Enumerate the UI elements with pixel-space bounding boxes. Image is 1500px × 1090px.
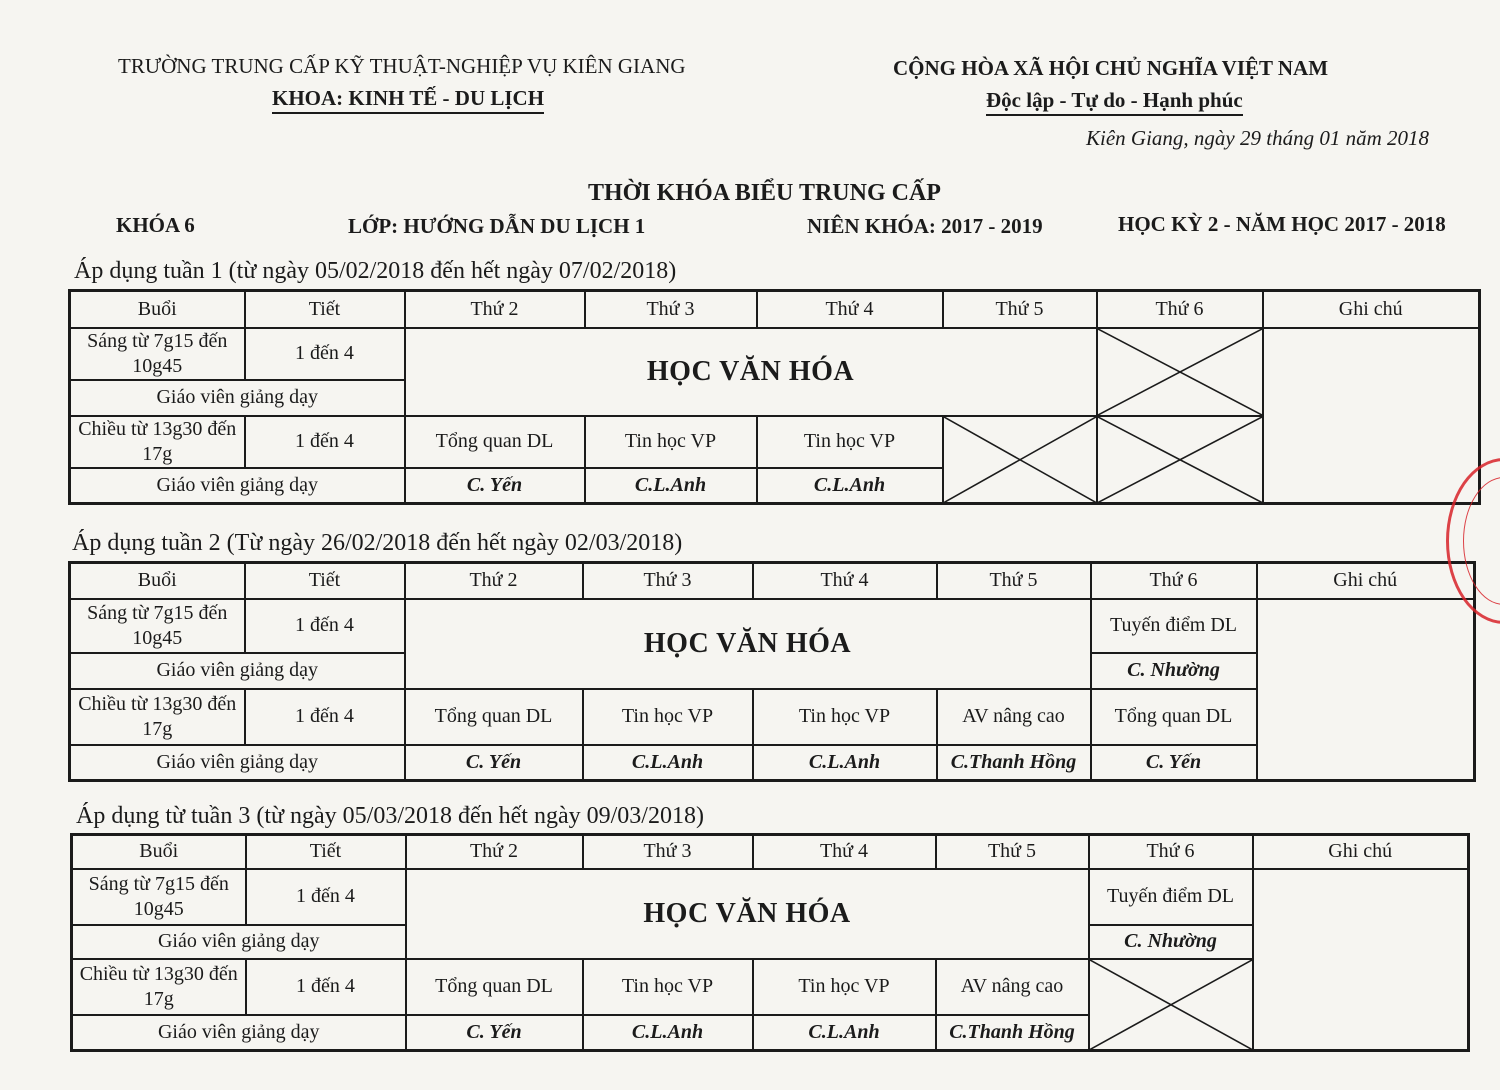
teacher-cell: C. Yến <box>405 745 583 781</box>
years-label: NIÊN KHÓA: 2017 - 2019 <box>807 214 1043 238</box>
col-period-header: Tiết <box>246 835 406 869</box>
national-motto: Độc lập - Tự do - Hạnh phúc <box>986 88 1243 116</box>
teacher-cell: C. Yến <box>406 1015 583 1051</box>
subject-cell: Tuyến điểm DL <box>1089 869 1253 925</box>
document-title: THỜI KHÓA BIỂU TRUNG CẤP <box>588 180 941 206</box>
col-mon-header: Thứ 2 <box>405 563 583 599</box>
afternoon-session-cell: Chiều từ 13g30 đến 17g <box>70 416 245 468</box>
afternoon-periods-cell: 1 đến 4 <box>246 959 406 1015</box>
morning-session-cell: Sáng từ 7g15 đến 10g45 <box>72 869 246 925</box>
col-wed-header: Thứ 4 <box>753 563 937 599</box>
col-thu-header: Thứ 5 <box>937 563 1091 599</box>
afternoon-periods-cell: 1 đến 4 <box>245 689 405 745</box>
morning-session-cell: Sáng từ 7g15 đến 10g45 <box>70 328 245 380</box>
col-period-header: Tiết <box>245 563 405 599</box>
afternoon-periods-cell: 1 đến 4 <box>245 416 405 468</box>
week-2-label: Áp dụng tuần 2 (Từ ngày 26/02/2018 đến hết ngày 02/03/2018) <box>72 530 683 556</box>
teacher-row-label: Giáo viên giảng dạy <box>70 380 405 416</box>
culture-study-cell: HỌC VĂN HÓA <box>405 599 1091 689</box>
note-cell <box>1257 599 1475 781</box>
col-note-header: Ghi chú <box>1257 563 1475 599</box>
col-note-header: Ghi chú <box>1263 291 1480 328</box>
col-thu-header: Thứ 5 <box>943 291 1097 328</box>
col-period-header: Tiết <box>245 291 405 328</box>
teacher-cell: C.L.Anh <box>583 745 753 781</box>
col-note-header: Ghi chú <box>1253 835 1469 869</box>
morning-periods-cell: 1 đến 4 <box>245 599 405 653</box>
empty-slot-x <box>1097 416 1263 504</box>
col-wed-header: Thứ 4 <box>753 835 936 869</box>
empty-slot-x <box>1089 959 1253 1051</box>
republic-name: CỘNG HÒA XÃ HỘI CHỦ NGHĨA VIỆT NAM <box>893 56 1329 80</box>
week-3-timetable <box>70 833 1470 1052</box>
subject-cell: Tin học VP <box>753 959 936 1015</box>
morning-periods-cell: 1 đến 4 <box>245 328 405 380</box>
col-fri-header: Thứ 6 <box>1091 563 1257 599</box>
col-wed-header: Thứ 4 <box>757 291 943 328</box>
culture-study-cell: HỌC VĂN HÓA <box>406 869 1089 959</box>
afternoon-session-cell: Chiều từ 13g30 đến 17g <box>70 689 245 745</box>
subject-cell: Tổng quan DL <box>406 959 583 1015</box>
teacher-cell: C. Nhường <box>1089 925 1253 959</box>
date-line: Kiên Giang, ngày 29 tháng 01 năm 2018 <box>1086 126 1429 150</box>
subject-cell: Tin học VP <box>583 959 753 1015</box>
teacher-cell: C. Yến <box>1091 745 1257 781</box>
faculty-name: KHOA: KINH TẾ - DU LỊCH <box>272 86 544 114</box>
morning-session-cell: Sáng từ 7g15 đến 10g45 <box>70 599 245 653</box>
week-3-label: Áp dụng từ tuần 3 (từ ngày 05/03/2018 đến hết ngày 09/03/2018) <box>76 803 704 829</box>
note-cell <box>1253 869 1469 1051</box>
col-session-header: Buổi <box>70 291 245 328</box>
teacher-cell: C.L.Anh <box>583 1015 753 1051</box>
col-mon-header: Thứ 2 <box>405 291 585 328</box>
col-mon-header: Thứ 2 <box>406 835 583 869</box>
col-tue-header: Thứ 3 <box>583 835 753 869</box>
teacher-cell: C. Nhường <box>1091 653 1257 689</box>
empty-slot-x <box>943 416 1097 504</box>
col-session-header: Buổi <box>70 563 245 599</box>
subject-cell: Tổng quan DL <box>405 416 585 468</box>
teacher-row-label: Giáo viên giảng dạy <box>72 925 406 959</box>
school-name: TRƯỜNG TRUNG CẤP KỸ THUẬT-NGHIỆP VỤ KIÊN GIANG <box>118 54 686 78</box>
subject-cell: Tuyến điểm DL <box>1091 599 1257 653</box>
note-cell <box>1263 328 1480 504</box>
subject-cell: AV nâng cao <box>936 959 1089 1015</box>
col-tue-header: Thứ 3 <box>585 291 757 328</box>
teacher-cell: C.Thanh Hồng <box>937 745 1091 781</box>
teacher-row-label: Giáo viên giảng dạy <box>72 1015 406 1051</box>
teacher-row-label: Giáo viên giảng dạy <box>70 468 405 504</box>
col-thu-header: Thứ 5 <box>936 835 1089 869</box>
class-label: LỚP: HƯỚNG DẪN DU LỊCH 1 <box>348 214 646 238</box>
subject-cell: Tổng quan DL <box>405 689 583 745</box>
semester-label: HỌC KỲ 2 - NĂM HỌC 2017 - 2018 <box>1118 212 1446 236</box>
teacher-row-label: Giáo viên giảng dạy <box>70 653 405 689</box>
col-fri-header: Thứ 6 <box>1097 291 1263 328</box>
teacher-cell: C. Yến <box>405 468 585 504</box>
afternoon-session-cell: Chiều từ 13g30 đến 17g <box>72 959 246 1015</box>
teacher-cell: C.L.Anh <box>753 1015 936 1051</box>
col-session-header: Buổi <box>72 835 246 869</box>
subject-cell: Tin học VP <box>757 416 943 468</box>
subject-cell: Tổng quan DL <box>1091 689 1257 745</box>
course-label: KHÓA 6 <box>116 213 195 237</box>
culture-study-cell: HỌC VĂN HÓA <box>405 328 1097 416</box>
morning-periods-cell: 1 đến 4 <box>246 869 406 925</box>
col-fri-header: Thứ 6 <box>1089 835 1253 869</box>
teacher-cell: C.L.Anh <box>753 745 937 781</box>
week-1-timetable <box>68 289 1481 505</box>
teacher-cell: C.L.Anh <box>585 468 757 504</box>
subject-cell: AV nâng cao <box>937 689 1091 745</box>
subject-cell: Tin học VP <box>585 416 757 468</box>
teacher-cell: C.L.Anh <box>757 468 943 504</box>
subject-cell: Tin học VP <box>583 689 753 745</box>
subject-cell: Tin học VP <box>753 689 937 745</box>
teacher-cell: C.Thanh Hồng <box>936 1015 1089 1051</box>
week-2-timetable <box>68 561 1476 782</box>
empty-slot-x <box>1097 328 1263 416</box>
col-tue-header: Thứ 3 <box>583 563 753 599</box>
week-1-label: Áp dụng tuần 1 (từ ngày 05/02/2018 đến hết ngày 07/02/2018) <box>74 258 677 284</box>
teacher-row-label: Giáo viên giảng dạy <box>70 745 405 781</box>
